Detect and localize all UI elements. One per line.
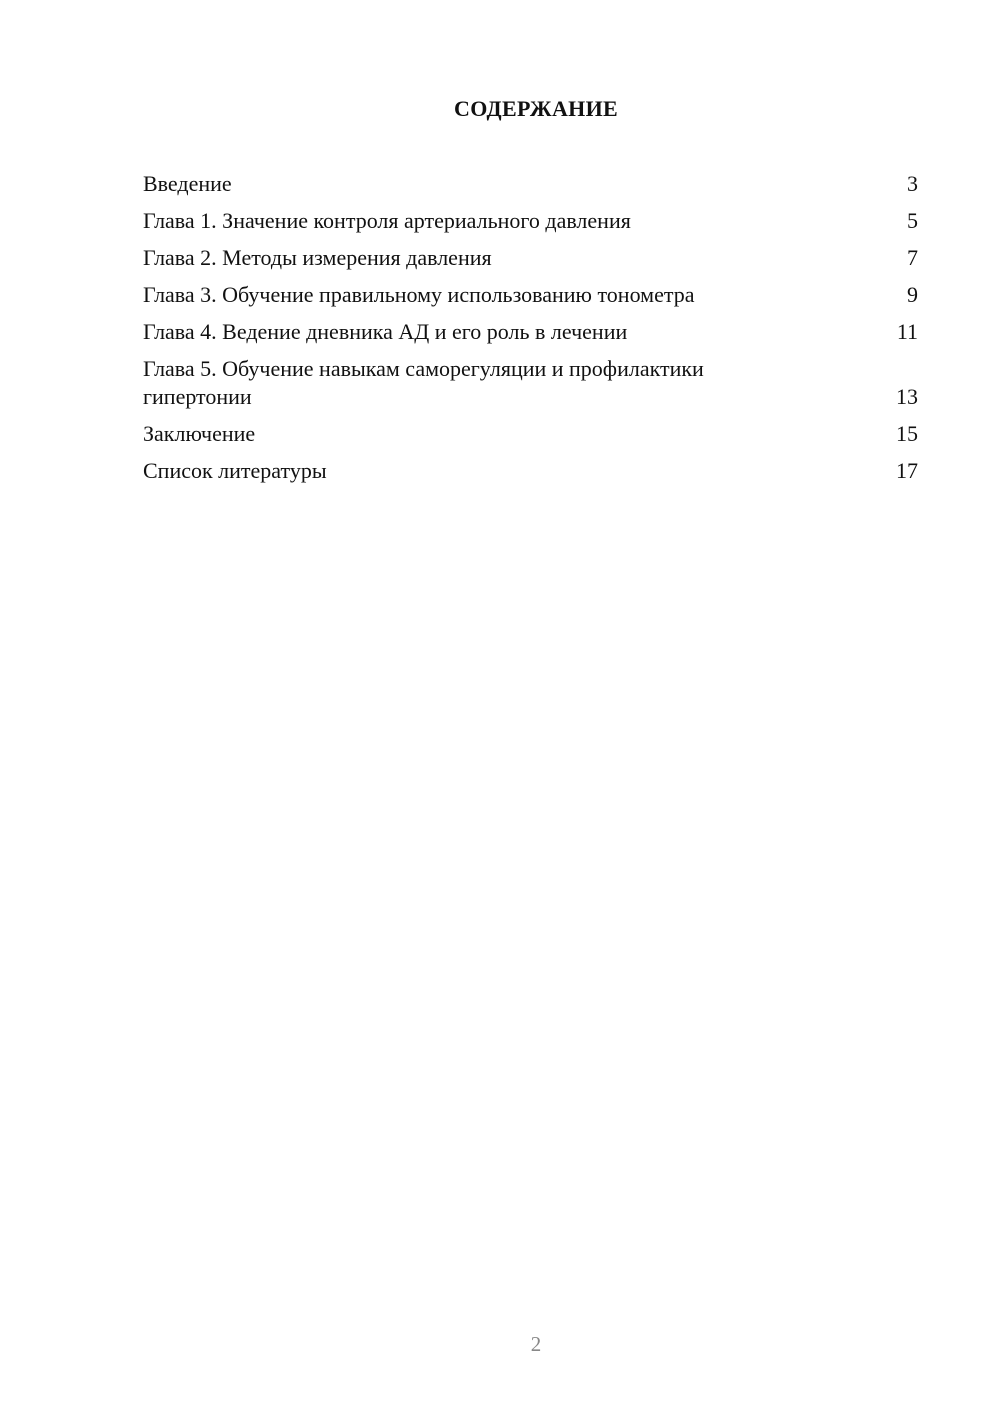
toc-entry-page: 11: [896, 319, 918, 344]
table-of-contents: [143, 170, 918, 494]
toc-entry-label: Список литературы: [143, 458, 327, 483]
toc-entry-label: Глава 2. Методы измерения давления: [143, 245, 492, 270]
toc-entry-label: Глава 3. Обучение правильному использованию тонометра: [143, 282, 695, 307]
toc-entry-label: Глава 1. Значение контроля артериального давления: [143, 208, 631, 233]
toc-entry-label: Глава 4. Ведение дневника АД и его роль в лечении: [143, 319, 628, 344]
toc-entry-chapter-1: [143, 207, 918, 235]
toc-entry-page: 7: [907, 245, 918, 270]
toc-entry-chapter-4: [143, 318, 918, 346]
toc-entry-references: [143, 457, 918, 485]
toc-entry-chapter-5: [143, 355, 918, 411]
toc-entry-page: 5: [907, 208, 918, 233]
toc-entry-chapter-2: [143, 244, 918, 272]
toc-entry-chapter-3: [143, 281, 918, 309]
toc-title: СОДЕРЖАНИЕ: [454, 96, 618, 121]
toc-entry-page: 3: [907, 171, 918, 196]
toc-entry-page: 13: [896, 384, 918, 409]
toc-entry-label: Глава 5. Обучение навыкам саморегуляции и профилактики гипертонии: [143, 356, 704, 409]
toc-entry-page: 15: [896, 421, 918, 446]
toc-entry-page: 9: [907, 282, 918, 307]
toc-entry-conclusion: [143, 420, 918, 448]
toc-entry-introduction: [143, 170, 918, 198]
toc-entry-page: 17: [896, 458, 918, 483]
page-number: 2: [530, 1332, 542, 1356]
toc-entry-label: Заключение: [143, 421, 256, 446]
toc-entry-label: Введение: [143, 171, 232, 196]
